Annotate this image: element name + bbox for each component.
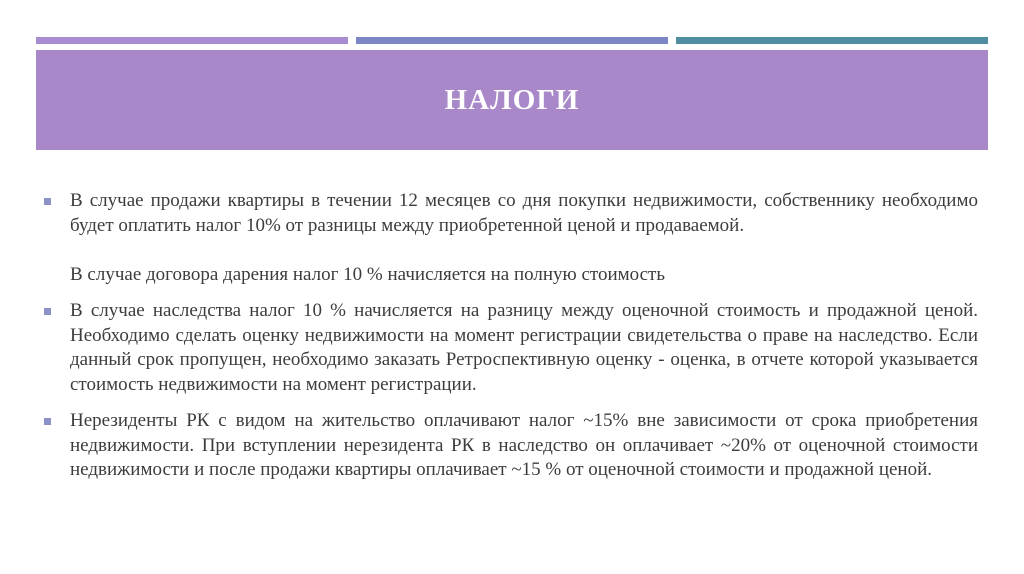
bullet-item [44, 409, 978, 483]
top-stripe-blue [356, 37, 668, 44]
bullet-paragraph: В случае наследства налог 10 % начисляется на разницу между оценочной стоимость и продажной ценой. Необходимо сделать оценку недвижимости на момент регистрации свидетельства о праве на наследство. Если данный срок пропущен, необходимо заказать Ретроспективную оценку - оценка, в отчете которой указывается стоимость недвижимости на момент регистрации. [70, 300, 978, 395]
top-stripe-purple [36, 37, 348, 44]
square-bullet-icon [44, 308, 51, 315]
top-stripe-teal [676, 37, 988, 44]
bullet-item [44, 189, 978, 287]
slide-body [44, 189, 978, 495]
bullet-paragraph: Нерезиденты РК с видом на жительство оплачивают налог ~15% вне зависимости от срока приобретения недвижимости. При вступлении нерезидента РК в наследство он оплачивает ~20% от оценочной стоимости недвижимости и после продажи квартиры оплачивает ~15 % от оценочной стоимости и продажной ценой. [70, 410, 978, 480]
bullet-item [44, 299, 978, 397]
bullet-paragraph: В случае договора дарения налог 10 % начисляется на полную стоимость [70, 263, 666, 285]
bullet-paragraph: В случае продажи квартиры в течении 12 месяцев со дня покупки недвижимости, собственнику необходимо будет оплатить налог 10% от разницы между приобретенной ценой и продаваемой. [70, 190, 978, 236]
square-bullet-icon [44, 418, 51, 425]
slide-title: НАЛОГИ [444, 83, 580, 116]
square-bullet-icon [44, 198, 51, 205]
title-band [36, 50, 988, 150]
